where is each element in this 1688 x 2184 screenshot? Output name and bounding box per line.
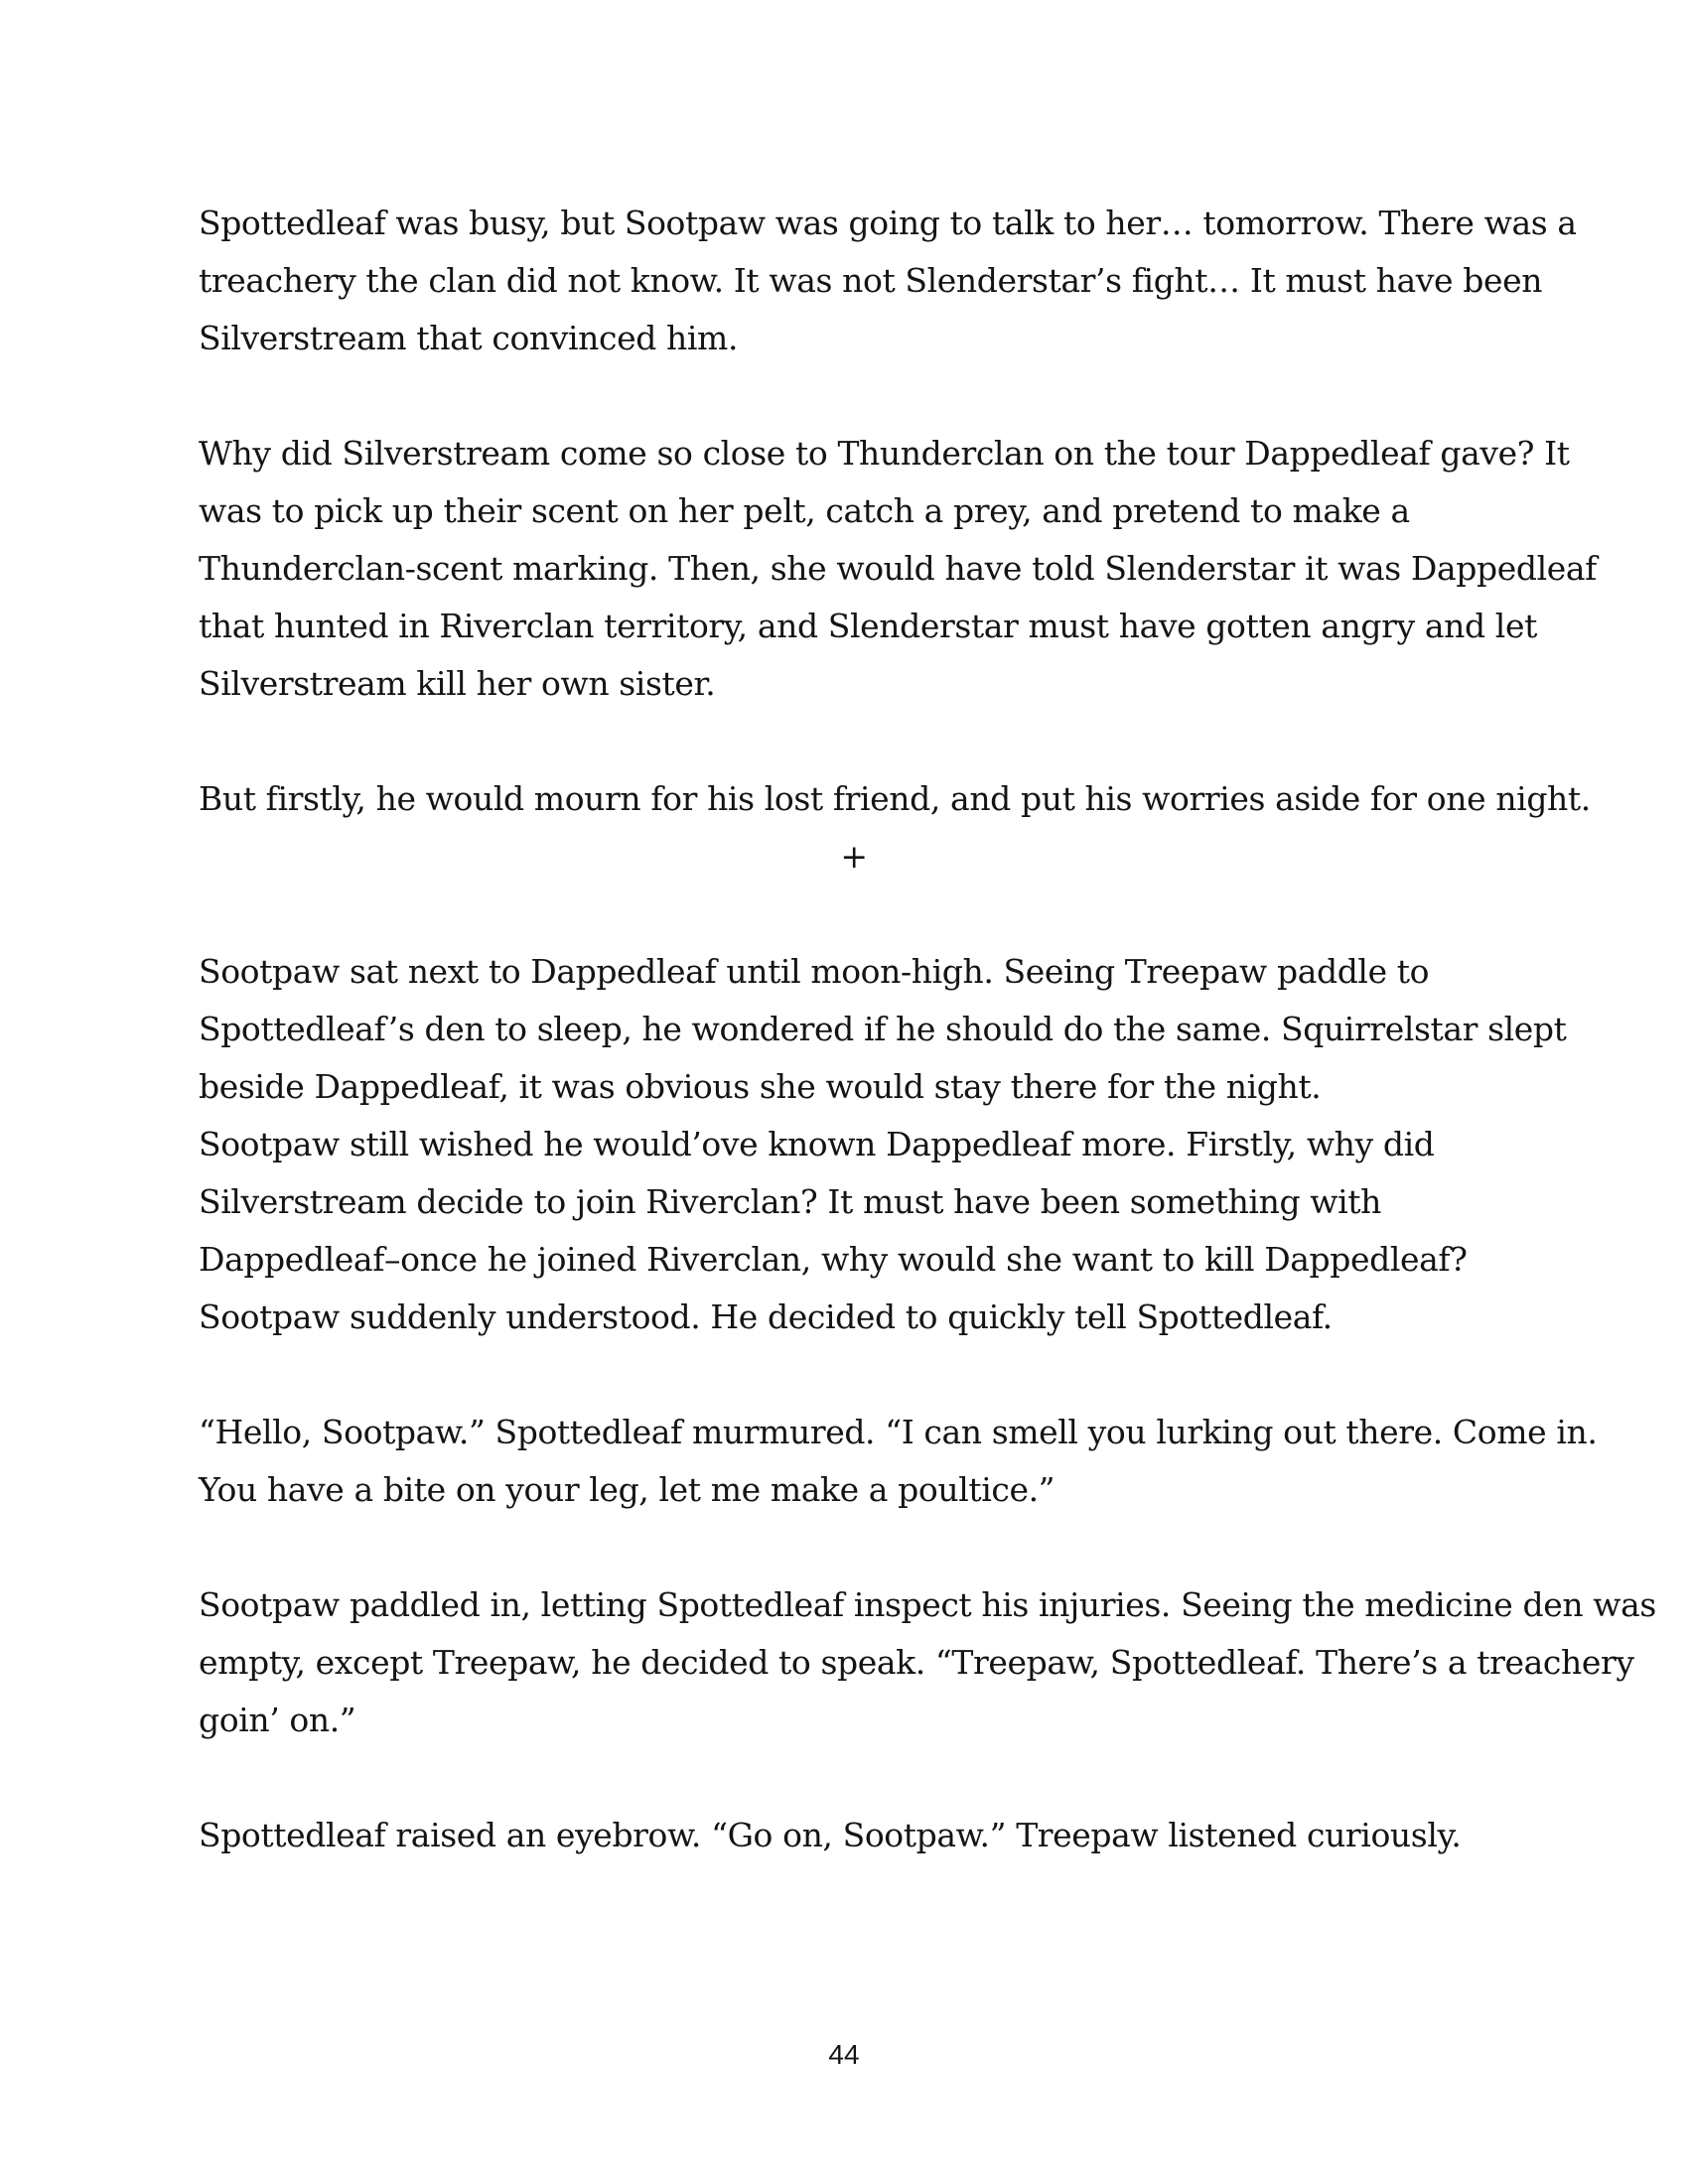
paragraph-7 bbox=[199, 1807, 1509, 1864]
scene-break bbox=[199, 828, 1509, 886]
text-line: Silverstream decide to join Riverclan? It must have been something with bbox=[199, 1182, 1381, 1221]
text-line: But firstly, he would mourn for his lost friend, and put his worries aside for one night. bbox=[199, 779, 1591, 818]
text-line: Spottedleaf was busy, but Sootpaw was going to talk to her… tomorrow. There was a bbox=[199, 204, 1577, 242]
text-line: Sootpaw suddenly understood. He decided to quickly tell Spottedleaf. bbox=[199, 1297, 1333, 1336]
text-line: goin’ on.” bbox=[199, 1701, 356, 1739]
text-line: was to pick up their scent on her pelt, catch a prey, and pretend to make a bbox=[199, 491, 1410, 530]
text-line: Dappedleaf–once he joined Riverclan, why would she want to kill Dappedleaf? bbox=[199, 1240, 1468, 1279]
scene-break-symbol: + bbox=[840, 837, 868, 876]
paragraph-5 bbox=[199, 1404, 1598, 1519]
text-line: empty, except Treepaw, he decided to speak. “Treepaw, Spottedleaf. There’s a treachery bbox=[199, 1643, 1634, 1682]
text-line: Sootpaw paddled in, letting Spottedleaf inspect his injuries. Seeing the medicine den was bbox=[199, 1585, 1656, 1624]
text-line: Thunderclan-scent marking. Then, she would have told Slenderstar it was Dappedleaf bbox=[199, 549, 1597, 588]
paragraph-6 bbox=[199, 1576, 1656, 1749]
text-line: that hunted in Riverclan territory, and Slenderstar must have gotten angry and let bbox=[199, 607, 1537, 645]
text-line: Sootpaw still wished he would’ove known Dappedleaf more. Firstly, why did bbox=[199, 1125, 1435, 1163]
paragraph-4 bbox=[199, 943, 1567, 1346]
text-line: Why did Silverstream come so close to Thunderclan on the tour Dappedleaf gave? It bbox=[199, 434, 1570, 473]
text-line: You have a bite on your leg, let me make a poultice.” bbox=[199, 1470, 1055, 1509]
text-line: Spottedleaf raised an eyebrow. “Go on, Sootpaw.” Treepaw listened curiously. bbox=[199, 1816, 1462, 1854]
text-line: Spottedleaf’s den to sleep, he wondered if he should do the same. Squirrelstar slept bbox=[199, 1010, 1567, 1048]
text-line: Sootpaw sat next to Dappedleaf until moon-high. Seeing Treepaw paddle to bbox=[199, 952, 1430, 991]
page-number: 44 bbox=[828, 2039, 860, 2070]
text-line: Silverstream that convinced him. bbox=[199, 319, 739, 357]
text-line: “Hello, Sootpaw.” Spottedleaf murmured. “I can smell you lurking out there. Come in. bbox=[199, 1413, 1598, 1451]
paragraph-1 bbox=[199, 195, 1577, 367]
text-line: beside Dappedleaf, it was obvious she would stay there for the night. bbox=[199, 1067, 1322, 1106]
page-body-text bbox=[199, 195, 1656, 1922]
text-line: treachery the clan did not know. It was not Slenderstar’s fight… It must have been bbox=[199, 261, 1543, 300]
paragraph-2 bbox=[199, 425, 1597, 713]
text-line: Silverstream kill her own sister. bbox=[199, 664, 716, 703]
paragraph-3 bbox=[199, 770, 1591, 828]
